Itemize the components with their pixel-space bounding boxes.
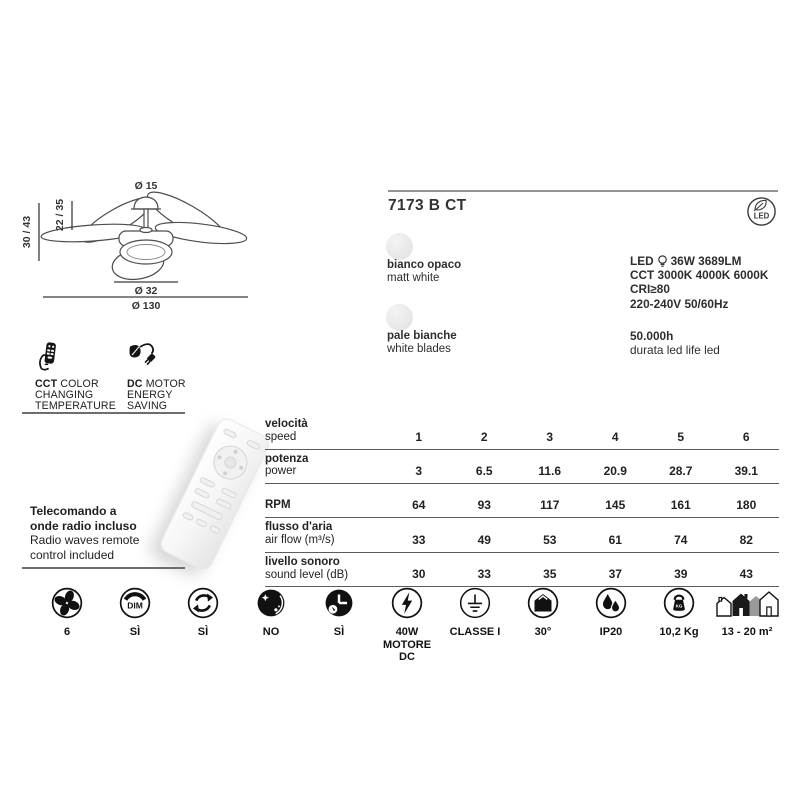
dim-rod-label: 22 / 35 — [54, 198, 66, 232]
badge-dimmable: DIM SÌ — [101, 586, 169, 664]
finish-swatch-matt-white — [386, 233, 413, 260]
table-row-speed: velocità speed 1 2 3 4 5 6 — [265, 415, 779, 450]
insulation-class-icon — [458, 586, 492, 620]
led-spec-value: 36W 3689LM — [670, 254, 742, 268]
svg-text:DIM: DIM — [127, 600, 143, 611]
badge-motor-power: 40W MOTORE DC — [373, 586, 441, 664]
weight-icon — [662, 586, 696, 620]
feature-badges-row — [33, 586, 781, 664]
dc-leaf-plug-icon — [127, 341, 157, 372]
finish-name-en: matt white — [387, 272, 440, 284]
badge-reverse: SÌ — [169, 586, 237, 664]
finish-name-it: bianco opaco — [387, 259, 462, 271]
product-code: 7173 B CT — [388, 197, 467, 214]
finish-swatch-white-blades — [386, 304, 413, 331]
badge-night-mode: NO — [237, 586, 305, 664]
feature-dc-label: DC MOTOR ENERGY SAVING — [127, 378, 186, 412]
badge-blade-pitch: 30° — [509, 586, 577, 664]
svg-text:KG: KG — [675, 603, 683, 609]
badge-weight: KG 10,2 Kg — [645, 586, 713, 664]
performance-table — [265, 415, 779, 587]
table-row-rpm: RPM 64 93 117 145 161 180 — [265, 484, 779, 518]
blade-pitch-icon — [526, 586, 560, 620]
feature-dc — [127, 341, 197, 412]
cct-spec: CCT 3000K 4000K 6000K — [630, 268, 769, 283]
table-row-sound: livello sonoro sound level (dB) 30 33 35 37 39 43 — [265, 553, 779, 588]
finish-name-it: pale bianche — [387, 330, 457, 342]
led-badge-icon — [746, 196, 777, 227]
motor-power-icon — [390, 586, 424, 620]
room-size-icon — [713, 586, 781, 620]
badge-room-size: 13 - 20 m² — [713, 586, 781, 664]
divider-rule — [22, 412, 185, 414]
badge-insulation-class: CLASSE I — [441, 586, 509, 664]
fan-technical-drawing — [15, 175, 275, 320]
voltage-spec: 220-240V 50/60Hz — [630, 296, 729, 311]
bulb-icon — [657, 255, 668, 268]
dim-top-label: Ø 15 — [134, 180, 158, 192]
finish-name-en: white blades — [387, 343, 451, 355]
header-rule — [388, 190, 778, 192]
svg-text:LED: LED — [753, 211, 770, 221]
fan-downrod — [144, 209, 148, 228]
table-row-power: potenza power 3 6.5 11.6 20.9 28.7 39.1 — [265, 450, 779, 485]
finish-label — [387, 259, 461, 285]
feature-cct — [35, 341, 131, 412]
dim-span-label: Ø 130 — [131, 300, 161, 312]
reverse-icon — [186, 586, 220, 620]
fan-speeds-icon — [50, 586, 84, 620]
feature-cct-label: CCT COLOR CHANGING TEMPERATURE — [35, 378, 116, 412]
remote-control-image — [150, 416, 280, 574]
dim-body-label: Ø 32 — [134, 285, 158, 297]
badge-speeds: 6 — [33, 586, 101, 664]
cct-remote-hand-icon — [35, 341, 65, 372]
dim-height-label: 30 / 43 — [21, 215, 33, 249]
timer-icon — [322, 586, 356, 620]
badge-ip-rating: IP20 — [577, 586, 645, 664]
led-spec-prefix: LED — [630, 254, 654, 268]
divider-rule — [22, 567, 185, 569]
lifetime-hours: 50.000h — [630, 329, 674, 343]
table-row-airflow: flusso d'aria air flow (m³/s) 33 49 53 61 74 82 — [265, 518, 779, 553]
finish-label — [387, 330, 457, 356]
badge-timer: SÌ — [305, 586, 373, 664]
dimmable-icon — [118, 586, 152, 620]
led-specs-block — [630, 254, 768, 311]
remote-note: Telecomando a onde radio incluso Radio waves remote control included — [30, 504, 140, 562]
cri-spec: CRI≥80 — [630, 282, 670, 297]
ip-rating-icon — [594, 586, 628, 620]
night-mode-icon — [254, 586, 288, 620]
lifetime-block — [630, 330, 720, 357]
remote-control-body — [157, 415, 272, 573]
lifetime-label: durata led life led — [630, 342, 720, 357]
